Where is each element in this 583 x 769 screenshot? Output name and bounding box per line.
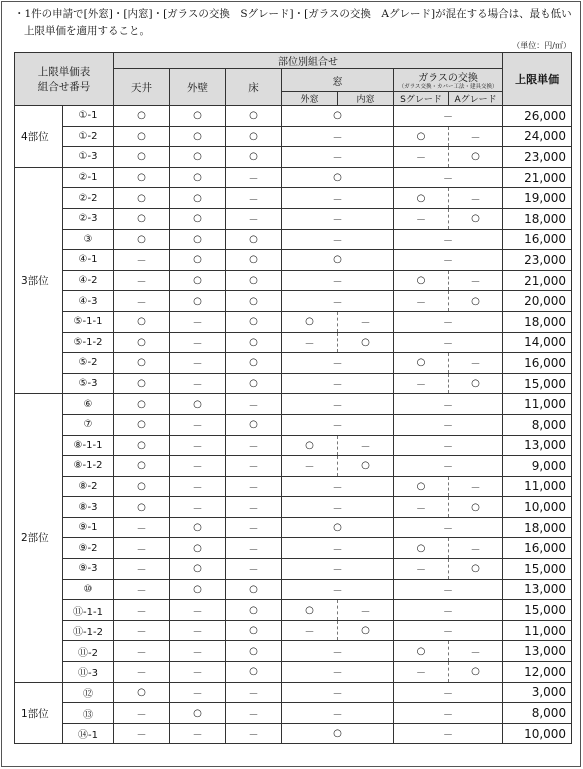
combo-code: ⑪-1-2 <box>63 620 114 641</box>
s-grade-cell: ○ <box>394 270 449 291</box>
a-grade-cell: ○ <box>449 662 503 683</box>
limit-price-cell: 8,000 <box>503 414 572 435</box>
ceiling-cell: ○ <box>114 332 170 353</box>
price-limit-table <box>14 52 572 744</box>
combo-code: ⑧-1-2 <box>63 456 114 477</box>
limit-price-cell: 11,000 <box>503 476 572 497</box>
a-grade-cell: － <box>449 188 503 209</box>
table-row <box>15 250 572 271</box>
ceiling-cell: ○ <box>114 188 170 209</box>
ceiling-cell: ○ <box>114 456 170 477</box>
ceiling-cell: ○ <box>114 373 170 394</box>
ceiling-cell: － <box>114 517 170 538</box>
ceiling-cell: － <box>114 270 170 291</box>
limit-price-cell: 23,000 <box>503 250 572 271</box>
floor-cell: － <box>226 682 282 703</box>
combo-code: ①-1 <box>63 106 114 127</box>
limit-price-cell: 11,000 <box>503 394 572 415</box>
window-cell: ○ <box>282 167 394 188</box>
table-row <box>15 373 572 394</box>
ceiling-cell: ○ <box>114 167 170 188</box>
floor-cell: － <box>226 559 282 580</box>
inner-window-cell: ○ <box>338 456 394 477</box>
floor-cell: ○ <box>226 126 282 147</box>
table-row <box>15 394 572 415</box>
window-cell: － <box>282 579 394 600</box>
wall-cell: － <box>170 476 226 497</box>
ceiling-cell: － <box>114 662 170 683</box>
wall-cell: － <box>170 641 226 662</box>
limit-price-cell: 21,000 <box>503 167 572 188</box>
glass-cell: － <box>394 229 503 250</box>
window-cell: － <box>282 208 394 229</box>
group-label: 1部位 <box>15 682 63 744</box>
ceiling-cell: ○ <box>114 476 170 497</box>
table-row <box>15 106 572 127</box>
wall-cell: － <box>170 311 226 332</box>
window-cell: ○ <box>282 250 394 271</box>
glass-cell: － <box>394 332 503 353</box>
a-grade-cell: ○ <box>449 208 503 229</box>
a-grade-cell: － <box>449 538 503 559</box>
window-cell: － <box>282 147 394 168</box>
table-row <box>15 476 572 497</box>
table-row <box>15 579 572 600</box>
s-grade-cell: － <box>394 662 449 683</box>
floor-cell: ○ <box>226 620 282 641</box>
table-row <box>15 641 572 662</box>
limit-price-header: 上限単価 <box>503 53 572 106</box>
usage-note <box>14 6 574 40</box>
limit-price-cell: 16,000 <box>503 353 572 374</box>
wall-cell: ○ <box>170 188 226 209</box>
glass-cell: － <box>394 311 503 332</box>
s-grade-cell: ○ <box>394 476 449 497</box>
combo-code: ①-2 <box>63 126 114 147</box>
floor-cell: － <box>226 394 282 415</box>
table-row <box>15 270 572 291</box>
limit-price-cell: 9,000 <box>503 456 572 477</box>
table-row <box>15 497 572 518</box>
table-row <box>15 600 572 621</box>
floor-cell: ○ <box>226 600 282 621</box>
wall-cell: ○ <box>170 703 226 724</box>
combo-code: ②-2 <box>63 188 114 209</box>
floor-cell: ○ <box>226 641 282 662</box>
table-row <box>15 620 572 641</box>
combo-code: ⑬ <box>63 703 114 724</box>
combo-code: ④-2 <box>63 270 114 291</box>
ceiling-cell: ○ <box>114 435 170 456</box>
window-header: 窓 <box>282 69 394 92</box>
combo-code: ⑨-2 <box>63 538 114 559</box>
table-row <box>15 559 572 580</box>
glass-cell: － <box>394 394 503 415</box>
limit-price-cell: 15,000 <box>503 373 572 394</box>
combo-code: ③ <box>63 229 114 250</box>
ceiling-cell: － <box>114 538 170 559</box>
ceiling-cell: ○ <box>114 208 170 229</box>
floor-cell: － <box>226 497 282 518</box>
s-grade-cell: ○ <box>394 641 449 662</box>
a-grade-cell: － <box>449 353 503 374</box>
s-grade-cell: ○ <box>394 538 449 559</box>
inner-window-cell: － <box>338 311 394 332</box>
floor-cell: ○ <box>226 579 282 600</box>
a-grade-header: Aグレード <box>449 92 503 106</box>
window-cell: ○ <box>282 106 394 127</box>
ceiling-cell: － <box>114 559 170 580</box>
glass-cell: － <box>394 250 503 271</box>
s-grade-cell: － <box>394 291 449 312</box>
combo-code: ⑥ <box>63 394 114 415</box>
inner-window-cell: － <box>338 435 394 456</box>
combo-code: ⑫ <box>63 682 114 703</box>
floor-cell: ○ <box>226 311 282 332</box>
ceiling-cell: － <box>114 291 170 312</box>
a-grade-cell: ○ <box>449 497 503 518</box>
ceiling-cell: ○ <box>114 311 170 332</box>
floor-cell: ○ <box>226 106 282 127</box>
s-grade-cell: ○ <box>394 188 449 209</box>
floor-cell: ○ <box>226 662 282 683</box>
floor-cell: － <box>226 517 282 538</box>
combo-code: ⑪-3 <box>63 662 114 683</box>
ceiling-cell: － <box>114 641 170 662</box>
limit-price-cell: 18,000 <box>503 311 572 332</box>
combo-number-header-line1: 上限単価表 <box>37 66 91 78</box>
glass-cell: － <box>394 456 503 477</box>
limit-price-cell: 3,000 <box>503 682 572 703</box>
combo-code: ⑧-2 <box>63 476 114 497</box>
glass-header <box>394 69 503 92</box>
wall-cell: ○ <box>170 291 226 312</box>
limit-price-cell: 12,000 <box>503 662 572 683</box>
window-cell: － <box>282 538 394 559</box>
floor-cell: ○ <box>226 270 282 291</box>
window-cell: － <box>282 126 394 147</box>
outer-window-cell: － <box>282 332 338 353</box>
floor-cell: ○ <box>226 373 282 394</box>
floor-cell: ○ <box>226 332 282 353</box>
wall-cell: ○ <box>170 559 226 580</box>
combo-number-header <box>15 53 114 106</box>
s-grade-cell: － <box>394 559 449 580</box>
limit-price-cell: 10,000 <box>503 497 572 518</box>
floor-cell: － <box>226 208 282 229</box>
combo-code: ⑤-3 <box>63 373 114 394</box>
wall-cell: ○ <box>170 167 226 188</box>
table-row <box>15 311 572 332</box>
combo-code: ⑭-1 <box>63 723 114 744</box>
s-grade-cell: － <box>394 497 449 518</box>
combo-code: ⑧-3 <box>63 497 114 518</box>
group-label: 3部位 <box>15 167 63 394</box>
outer-window-cell: ○ <box>282 600 338 621</box>
floor-cell: － <box>226 167 282 188</box>
table-row <box>15 435 572 456</box>
table-row <box>15 414 572 435</box>
window-cell: － <box>282 662 394 683</box>
window-cell: － <box>282 229 394 250</box>
window-cell: － <box>282 641 394 662</box>
ceiling-cell: ○ <box>114 147 170 168</box>
table-row <box>15 538 572 559</box>
a-grade-cell: ○ <box>449 373 503 394</box>
outer-window-cell: ○ <box>282 435 338 456</box>
table-row <box>15 208 572 229</box>
combo-code: ⑤-1-2 <box>63 332 114 353</box>
combo-code: ⑩ <box>63 579 114 600</box>
note-line-1: ・1件の申請で[外窓]・[内窓]・[ガラスの交換 Sグレード]・[ガラスの交換 Aグレード]が混在する場合は、最も低い <box>14 8 572 20</box>
ceiling-cell: － <box>114 600 170 621</box>
outer-window-cell: － <box>282 620 338 641</box>
ceiling-cell: ○ <box>114 353 170 374</box>
limit-price-cell: 20,000 <box>503 291 572 312</box>
combo-code: ④-1 <box>63 250 114 271</box>
floor-cell: ○ <box>226 229 282 250</box>
limit-price-cell: 18,000 <box>503 517 572 538</box>
wall-cell: ○ <box>170 147 226 168</box>
a-grade-cell: － <box>449 641 503 662</box>
window-cell: ○ <box>282 517 394 538</box>
window-cell: － <box>282 497 394 518</box>
s-grade-header: Sグレード <box>394 92 449 106</box>
table-row <box>15 353 572 374</box>
ceiling-cell: ○ <box>114 414 170 435</box>
wall-cell: － <box>170 353 226 374</box>
limit-price-cell: 24,000 <box>503 126 572 147</box>
floor-cell: ○ <box>226 147 282 168</box>
glass-cell: － <box>394 517 503 538</box>
inner-window-cell: ○ <box>338 332 394 353</box>
a-grade-cell: － <box>449 476 503 497</box>
s-grade-cell: ○ <box>394 353 449 374</box>
outer-window-cell: ○ <box>282 311 338 332</box>
limit-price-cell: 13,000 <box>503 435 572 456</box>
ceiling-header: 天井 <box>114 69 170 106</box>
glass-cell: － <box>394 167 503 188</box>
a-grade-cell: ○ <box>449 291 503 312</box>
group-label: 2部位 <box>15 394 63 682</box>
wall-cell: ○ <box>170 229 226 250</box>
combo-code: ②-1 <box>63 167 114 188</box>
window-cell: － <box>282 188 394 209</box>
window-cell: － <box>282 703 394 724</box>
combo-code: ④-3 <box>63 291 114 312</box>
combo-code: ②-3 <box>63 208 114 229</box>
combo-code: ⑨-1 <box>63 517 114 538</box>
table-row <box>15 291 572 312</box>
ceiling-cell: ○ <box>114 106 170 127</box>
table-body <box>15 106 572 744</box>
glass-header-sub: （ガラス交換・カバー工法・建具交換） <box>398 84 498 90</box>
wall-cell: － <box>170 620 226 641</box>
combo-code: ⑪-2 <box>63 641 114 662</box>
limit-price-cell: 15,000 <box>503 600 572 621</box>
glass-cell: － <box>394 682 503 703</box>
wall-cell: － <box>170 600 226 621</box>
wall-cell: ○ <box>170 250 226 271</box>
a-grade-cell: ○ <box>449 147 503 168</box>
inner-window-cell: － <box>338 600 394 621</box>
parts-combination-header: 部位別組合せ <box>114 53 503 69</box>
floor-cell: ○ <box>226 291 282 312</box>
glass-cell: － <box>394 579 503 600</box>
note-line-2: 上限単価を適用すること。 <box>24 25 150 37</box>
window-cell: － <box>282 291 394 312</box>
table-row <box>15 229 572 250</box>
glass-cell: － <box>394 620 503 641</box>
floor-cell: － <box>226 188 282 209</box>
wall-cell: ○ <box>170 126 226 147</box>
table-row <box>15 167 572 188</box>
combo-code: ⑧-1-1 <box>63 435 114 456</box>
limit-price-cell: 13,000 <box>503 579 572 600</box>
ceiling-cell: － <box>114 723 170 744</box>
glass-cell: － <box>394 703 503 724</box>
outer-window-header: 外窓 <box>282 92 338 106</box>
window-cell: － <box>282 682 394 703</box>
limit-price-cell: 16,000 <box>503 229 572 250</box>
wall-cell: － <box>170 414 226 435</box>
window-cell: － <box>282 353 394 374</box>
wall-cell: － <box>170 373 226 394</box>
a-grade-cell: ○ <box>449 559 503 580</box>
window-cell: － <box>282 270 394 291</box>
wall-cell: ○ <box>170 538 226 559</box>
table-row <box>15 517 572 538</box>
limit-price-cell: 13,000 <box>503 641 572 662</box>
combo-code: ⑨-3 <box>63 559 114 580</box>
ceiling-cell: ○ <box>114 126 170 147</box>
limit-price-cell: 15,000 <box>503 559 572 580</box>
a-grade-cell: － <box>449 270 503 291</box>
combo-number-header-line2: 組合せ番号 <box>37 81 91 93</box>
wall-cell: － <box>170 682 226 703</box>
glass-cell: － <box>394 723 503 744</box>
limit-price-cell: 26,000 <box>503 106 572 127</box>
combo-code: ⑪-1-1 <box>63 600 114 621</box>
limit-price-cell: 8,000 <box>503 703 572 724</box>
combo-code: ⑤-1-1 <box>63 311 114 332</box>
ceiling-cell: － <box>114 703 170 724</box>
glass-cell: － <box>394 600 503 621</box>
wall-cell: － <box>170 723 226 744</box>
wall-cell: － <box>170 332 226 353</box>
limit-price-cell: 16,000 <box>503 538 572 559</box>
table-row <box>15 662 572 683</box>
ceiling-cell: ○ <box>114 394 170 415</box>
window-cell: － <box>282 414 394 435</box>
window-cell: － <box>282 476 394 497</box>
limit-price-cell: 14,000 <box>503 332 572 353</box>
floor-cell: ○ <box>226 353 282 374</box>
limit-price-cell: 11,000 <box>503 620 572 641</box>
s-grade-cell: － <box>394 208 449 229</box>
table-row <box>15 126 572 147</box>
table-row <box>15 456 572 477</box>
wall-cell: ○ <box>170 579 226 600</box>
s-grade-cell: － <box>394 147 449 168</box>
wall-cell: ○ <box>170 106 226 127</box>
limit-price-cell: 23,000 <box>503 147 572 168</box>
glass-cell: － <box>394 106 503 127</box>
table-row <box>15 332 572 353</box>
limit-price-cell: 19,000 <box>503 188 572 209</box>
ceiling-cell: － <box>114 250 170 271</box>
ceiling-cell: － <box>114 620 170 641</box>
table-row <box>15 703 572 724</box>
floor-cell: － <box>226 538 282 559</box>
wall-header: 外壁 <box>170 69 226 106</box>
floor-header: 床 <box>226 69 282 106</box>
combo-code: ⑤-2 <box>63 353 114 374</box>
window-cell: － <box>282 373 394 394</box>
ceiling-cell: ○ <box>114 682 170 703</box>
a-grade-cell: － <box>449 126 503 147</box>
glass-cell: － <box>394 435 503 456</box>
window-cell: － <box>282 394 394 415</box>
window-cell: ○ <box>282 723 394 744</box>
wall-cell: － <box>170 497 226 518</box>
floor-cell: － <box>226 456 282 477</box>
inner-window-header: 内窓 <box>338 92 394 106</box>
ceiling-cell: ○ <box>114 229 170 250</box>
s-grade-cell: － <box>394 373 449 394</box>
ceiling-cell: － <box>114 579 170 600</box>
wall-cell: － <box>170 456 226 477</box>
table-row <box>15 147 572 168</box>
s-grade-cell: ○ <box>394 126 449 147</box>
wall-cell: ○ <box>170 394 226 415</box>
table-row <box>15 188 572 209</box>
wall-cell: ○ <box>170 208 226 229</box>
wall-cell: ○ <box>170 517 226 538</box>
unit-label: （単位：円/㎡） <box>512 41 571 50</box>
floor-cell: ○ <box>226 414 282 435</box>
wall-cell: ○ <box>170 270 226 291</box>
limit-price-cell: 10,000 <box>503 723 572 744</box>
floor-cell: ○ <box>226 250 282 271</box>
floor-cell: － <box>226 476 282 497</box>
table-row <box>15 723 572 744</box>
group-label: 4部位 <box>15 106 63 168</box>
wall-cell: － <box>170 662 226 683</box>
limit-price-cell: 21,000 <box>503 270 572 291</box>
outer-window-cell: － <box>282 456 338 477</box>
combo-code: ①-3 <box>63 147 114 168</box>
table-row <box>15 682 572 703</box>
floor-cell: － <box>226 723 282 744</box>
floor-cell: － <box>226 435 282 456</box>
combo-code: ⑦ <box>63 414 114 435</box>
limit-price-cell: 18,000 <box>503 208 572 229</box>
glass-cell: － <box>394 414 503 435</box>
glass-header-label: ガラスの交換 <box>418 73 478 84</box>
ceiling-cell: ○ <box>114 497 170 518</box>
inner-window-cell: ○ <box>338 620 394 641</box>
floor-cell: － <box>226 703 282 724</box>
wall-cell: － <box>170 435 226 456</box>
window-cell: － <box>282 559 394 580</box>
